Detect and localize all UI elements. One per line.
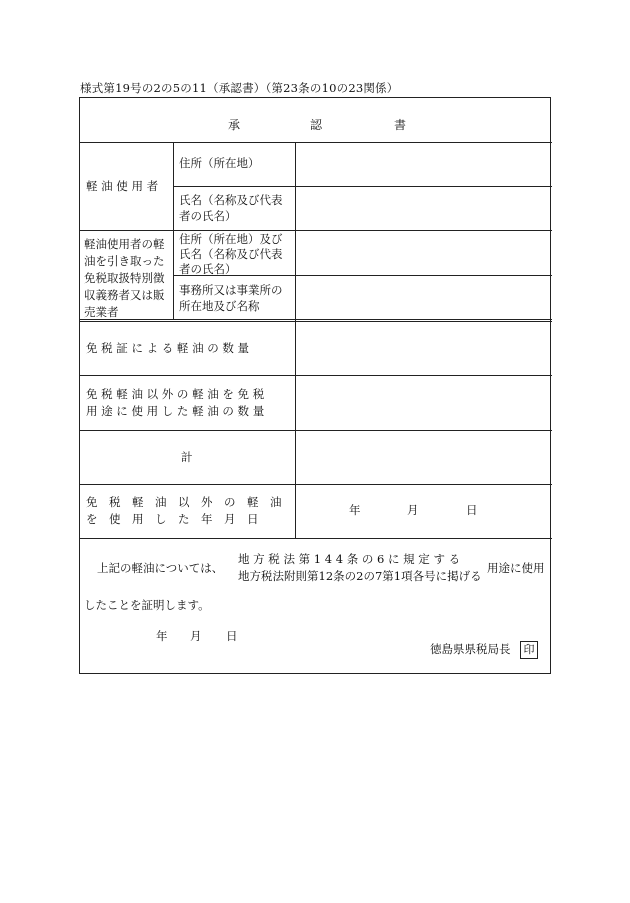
quantity-other-label-line2: 用 途 に 使 用 し た 軽 油 の 数 量 bbox=[86, 404, 265, 418]
certification-law-line2: 地方税法附則第12条の2の7第1項各号に掲げる bbox=[238, 569, 482, 583]
collector-label-line5: 売業者 bbox=[84, 305, 119, 319]
collector-addr-label-line2: 氏名（名称及び代表 bbox=[179, 247, 283, 261]
approval-form bbox=[79, 97, 551, 674]
certification-line2: したことを証明します。 bbox=[84, 598, 210, 612]
issue-month: 月 bbox=[190, 629, 202, 643]
total-field[interactable] bbox=[296, 431, 551, 483]
collector-label-line1: 軽油使用者の軽 bbox=[84, 237, 165, 251]
title-char-3: 書 bbox=[394, 118, 407, 132]
form-number-header: 様式第19号の2の5の11（承認書）（第23条の10の23関係） bbox=[80, 81, 399, 95]
date-use-year: 年 bbox=[349, 503, 361, 517]
issue-year: 年 bbox=[156, 629, 168, 643]
issuer-title: 徳島県県税局長 bbox=[430, 642, 511, 656]
divider bbox=[173, 142, 174, 319]
collector-office-label-line2: 所在地及び名称 bbox=[179, 299, 260, 313]
date-use-label-line1: 免 税 軽 油 以 外 の 軽 油 bbox=[86, 495, 282, 509]
quantity-certificate-label: 免 税 証 に よ る 軽 油 の 数 量 bbox=[86, 341, 250, 355]
collector-addr-label-line1: 住所（所在地）及び bbox=[179, 232, 283, 246]
collector-office-label-line1: 事務所又は事業所の bbox=[179, 283, 283, 297]
user-address-field[interactable] bbox=[296, 143, 551, 185]
user-address-label: 住所（所在地） bbox=[179, 156, 260, 170]
user-label: 軽 油 使 用 者 bbox=[86, 179, 159, 193]
date-use-day: 日 bbox=[466, 503, 478, 517]
collector-label-line2: 油を引き取った bbox=[84, 254, 165, 268]
certification-law-line1: 地 方 税 法 第 1 4 4 条 の 6 に 規 定 す る bbox=[238, 552, 461, 566]
title-char-1: 承 bbox=[228, 118, 241, 132]
divider bbox=[80, 319, 552, 320]
collector-office-field[interactable] bbox=[296, 276, 551, 318]
date-use-field[interactable] bbox=[296, 485, 551, 537]
date-use-label-line2: を 使 用 し た 年 月 日 bbox=[86, 512, 259, 526]
collector-label-line3: 免税取扱特別徴 bbox=[84, 271, 165, 285]
seal-mark: 印 bbox=[520, 641, 538, 659]
divider bbox=[80, 538, 552, 539]
quantity-certificate-field[interactable] bbox=[296, 322, 551, 374]
collector-addr-field[interactable] bbox=[296, 231, 551, 274]
user-name-label-line2: 者の氏名） bbox=[179, 209, 237, 223]
certification-suffix: 用途に使用 bbox=[487, 561, 545, 575]
date-use-month: 月 bbox=[407, 503, 419, 517]
user-name-field[interactable] bbox=[296, 187, 551, 229]
collector-label-line4: 収義務者又は販 bbox=[84, 288, 165, 302]
title-char-2: 認 bbox=[310, 118, 323, 132]
issue-day: 日 bbox=[226, 629, 238, 643]
quantity-other-field[interactable] bbox=[296, 376, 551, 429]
total-label: 計 bbox=[181, 450, 193, 464]
collector-addr-label-line3: 者の氏名） bbox=[179, 262, 237, 276]
certification-prefix: 上記の軽油については、 bbox=[97, 561, 224, 575]
user-name-label-line1: 氏名（名称及び代表 bbox=[179, 193, 283, 207]
quantity-other-label-line1: 免 税 軽 油 以 外 の 軽 油 を 免 税 bbox=[86, 387, 265, 401]
